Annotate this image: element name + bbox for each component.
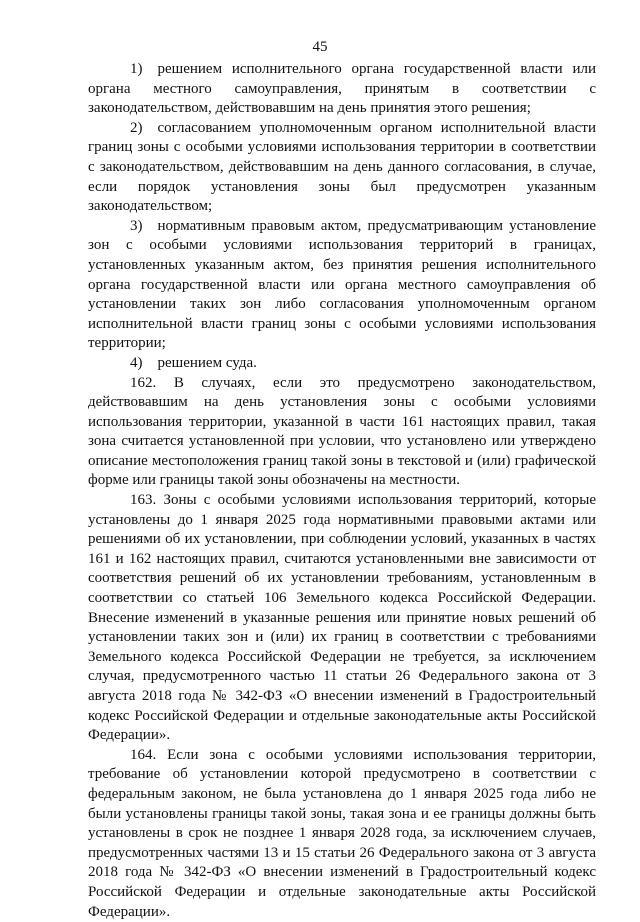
paragraph-164: 164. Если зона с особыми условиями использования территории, требование об установлении которой предусмотрено в соответствии с федеральным законом, не была установлена до 1 января 2025 года либо не были установлены границы такой зоны, такая зона и ее границы должны быть установлены в срок не позднее 1 января 2028 года, за исключением случаев, предусмотренных частями 13 и 15 статьи 26 Федерального закона от 3 августа 2018 года № 342-ФЗ «О внесении изменений в Градостроительный кодекс Российской Федерации и отдельные законодательные акты Российской Федерации».: [88, 746, 596, 920]
list-item-3: 3) нормативным правовым актом, предусматривающим установление зон с особыми условиями использования территорий в границах, установленных указанным актом, без принятия решения исполнительного органа государственной власти или органа местного самоуправления об установлении таких зон либо согласования уполномоченным органом исполнительной власти границ зоны с особыми условиями использования территории;: [88, 217, 596, 352]
list-item-1: 1) решением исполнительного органа государственной власти или органа местного самоуправления, принятым в соответствии с законодательством, действовавшим на день принятия этого решения;: [88, 61, 596, 117]
page-number: 45: [312, 39, 328, 55]
document-body: [88, 60, 596, 922]
list-item-2: 2) согласованием уполномоченным органом исполнительной власти границ зоны с особыми условиями использования территории в соответствии с законодательством, действовавшим на день данного согласования, в случае, если порядок установления зоны был предусмотрен указанным законодательством;: [88, 119, 596, 215]
paragraph-162: 162. В случаях, если это предусмотрено законодательством, действовавшим на день установления зоны с особыми условиями использования территории, указанной в части 161 настоящих правил, такая зона считается установленной при условии, что установлено или утверждено описание местоположения границ такой зоны в текстовой и (или) графической форме или границы такой зоны обозначены на местности.: [88, 374, 596, 489]
list-item-4: 4) решением суда.: [130, 354, 257, 371]
paragraph-163: 163. Зоны с особыми условиями использования территорий, которые установлены до 1 января 2025 года нормативными правовыми актами или решениями об их установлении, при соблюдении условий, указанных в частях 161 и 162 настоящих правил, считаются установленными вне зависимости от соответствия решений об их установлении требованиям, установленным в соответствии со статьей 106 Земельного кодекса Российской Федерации. Внесение изменений в указанные решения или принятие новых решений об установлении таких зон и (или) их границ в соответствии с требованиями Земельного кодекса Российской Федерации не требуется, за исключением случая, предусмотренного частью 11 статьи 26 Федерального закона от 3 августа 2018 года № 342-ФЗ «О внесении изменений в Градостроительный кодекс Российской Федерации и отдельные законодательные акты Российской Федерации».: [88, 492, 596, 744]
